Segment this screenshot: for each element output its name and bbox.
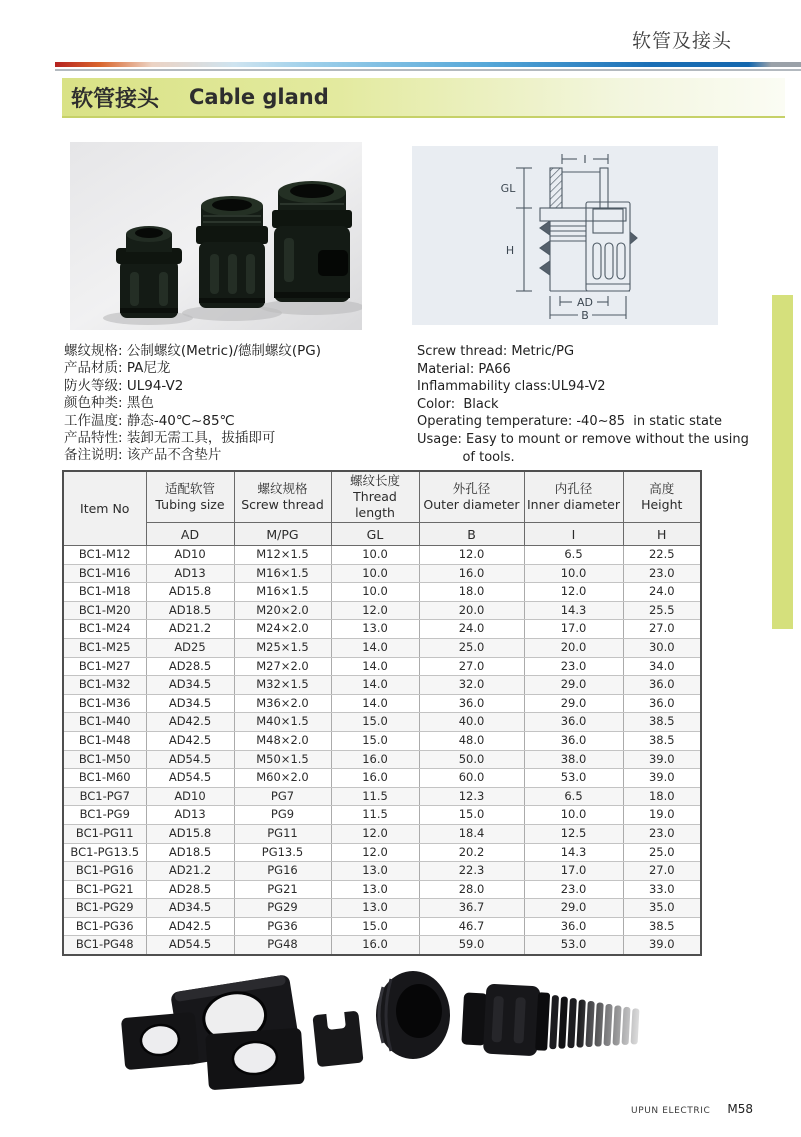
product-photo: [70, 142, 362, 330]
value-cell: 12.3: [419, 787, 524, 806]
table-row: [63, 880, 701, 899]
cable-gland-large: [272, 181, 352, 302]
value-cell: PG48: [234, 936, 331, 955]
column-label-en: Screw thread: [241, 497, 324, 512]
value-cell: AD34.5: [146, 899, 234, 918]
value-cell: 15.0: [331, 731, 419, 750]
column-symbol: M/PG: [234, 523, 331, 546]
value-cell: 25.5: [623, 601, 701, 620]
table-row: [63, 657, 701, 676]
spec-line: 产品特性: 装卸无需工具，拔插即可: [64, 430, 276, 447]
value-cell: AD34.5: [146, 676, 234, 695]
spec-line: 备注说明: 该产品不含垫片: [64, 447, 222, 464]
value-cell: M16×1.5: [234, 564, 331, 583]
specs-chinese: [64, 343, 321, 465]
column-label-cn: 高度: [649, 481, 675, 496]
value-cell: 14.0: [331, 657, 419, 676]
value-cell: 16.0: [331, 750, 419, 769]
footer: [631, 1102, 753, 1116]
value-cell: AD10: [146, 546, 234, 565]
table-row: [63, 731, 701, 750]
spec-line: 颜色种类: 黑色: [64, 395, 154, 412]
value-cell: 38.5: [623, 713, 701, 732]
value-cell: 22.3: [419, 862, 524, 881]
value-cell: 14.0: [331, 676, 419, 695]
value-cell: 40.0: [419, 713, 524, 732]
value-cell: PG21: [234, 880, 331, 899]
item-no-cell: BC1-PG16: [63, 862, 146, 881]
column-header: [524, 471, 623, 523]
value-cell: AD18.5: [146, 843, 234, 862]
spec-line: 工作温度: 静态-40℃~85℃: [64, 412, 235, 429]
value-cell: 36.7: [419, 899, 524, 918]
column-label-cn: 适配软管: [164, 481, 215, 496]
spec-line: Screw thread: Metric/PG: [417, 344, 575, 359]
product-photo-svg: [70, 142, 362, 330]
column-header: [419, 471, 524, 523]
column-symbol: AD: [146, 523, 234, 546]
value-cell: 12.0: [524, 583, 623, 602]
value-cell: PG16: [234, 862, 331, 881]
value-cell: AD13: [146, 806, 234, 825]
item-no-cell: BC1-M32: [63, 676, 146, 695]
section-title: 软管及接头: [631, 30, 732, 52]
value-cell: 22.5: [623, 546, 701, 565]
value-cell: AD21.2: [146, 620, 234, 639]
column-label-cn: 螺纹规格: [257, 481, 308, 496]
value-cell: AD18.5: [146, 601, 234, 620]
value-cell: AD15.8: [146, 583, 234, 602]
value-cell: 27.0: [419, 657, 524, 676]
value-cell: 32.0: [419, 676, 524, 695]
value-cell: M48×2.0: [234, 731, 331, 750]
value-cell: 29.0: [524, 694, 623, 713]
value-cell: 30.0: [623, 638, 701, 657]
item-no-cell: BC1-M20: [63, 601, 146, 620]
table-row: [63, 676, 701, 695]
value-cell: M27×2.0: [234, 657, 331, 676]
spec-line: of tools.: [417, 449, 515, 465]
item-no-cell: BC1-M36: [63, 694, 146, 713]
value-cell: 10.0: [331, 546, 419, 565]
table-row: [63, 546, 701, 565]
value-cell: 12.0: [331, 601, 419, 620]
value-cell: 25.0: [623, 843, 701, 862]
dimension-table: [62, 470, 702, 956]
table-row: [63, 750, 701, 769]
column-header: [146, 471, 234, 523]
value-cell: 13.0: [331, 880, 419, 899]
value-cell: 60.0: [419, 769, 524, 788]
value-cell: 38.5: [623, 731, 701, 750]
item-no-cell: BC1-PG36: [63, 917, 146, 936]
value-cell: 23.0: [524, 880, 623, 899]
value-cell: 15.0: [331, 713, 419, 732]
value-cell: 13.0: [331, 620, 419, 639]
specs-english: [417, 343, 749, 466]
value-cell: 13.0: [331, 862, 419, 881]
value-cell: 24.0: [623, 583, 701, 602]
clamp-small-left: [121, 1012, 199, 1070]
value-cell: 14.3: [524, 843, 623, 862]
value-cell: 50.0: [419, 750, 524, 769]
clamp-small-mid: [205, 1028, 305, 1091]
column-label-cn: 螺纹长度: [349, 473, 400, 488]
value-cell: AD42.5: [146, 731, 234, 750]
value-cell: M12×1.5: [234, 546, 331, 565]
value-cell: 46.7: [419, 917, 524, 936]
gland-closeup: [376, 971, 450, 1059]
item-no-cell: BC1-PG7: [63, 787, 146, 806]
spec-line: 产品材质: PA尼龙: [64, 360, 171, 377]
value-cell: 33.0: [623, 880, 701, 899]
value-cell: PG29: [234, 899, 331, 918]
value-cell: 19.0: [623, 806, 701, 825]
value-cell: M40×1.5: [234, 713, 331, 732]
table-row: [63, 862, 701, 881]
value-cell: AD15.8: [146, 824, 234, 843]
spec-line: Inflammability class:UL94-V2: [417, 379, 606, 395]
value-cell: 12.0: [419, 546, 524, 565]
value-cell: 18.0: [419, 583, 524, 602]
cable-gland-medium: [196, 196, 268, 308]
column-header: [623, 471, 701, 523]
value-cell: AD21.2: [146, 862, 234, 881]
value-cell: 27.0: [623, 620, 701, 639]
value-cell: AD10: [146, 787, 234, 806]
dim-label-gl: GL: [500, 182, 516, 195]
dim-label-h: H: [505, 244, 515, 257]
value-cell: 11.5: [331, 806, 419, 825]
tube-assembly: [459, 967, 645, 1092]
value-cell: 36.0: [524, 713, 623, 732]
item-no-cell: BC1-M18: [63, 583, 146, 602]
value-cell: PG7: [234, 787, 331, 806]
table-row: [63, 843, 701, 862]
spec-line: Operating temperature: -40~85 in static state: [417, 414, 723, 430]
value-cell: AD34.5: [146, 694, 234, 713]
spec-line: 防火等级: UL94-V2: [64, 377, 184, 394]
value-cell: PG9: [234, 806, 331, 825]
value-cell: 15.0: [419, 806, 524, 825]
item-no-cell: BC1-PG29: [63, 899, 146, 918]
value-cell: AD28.5: [146, 880, 234, 899]
table-row: [63, 787, 701, 806]
column-symbol: GL: [331, 523, 419, 546]
value-cell: PG13.5: [234, 843, 331, 862]
value-cell: 20.0: [524, 638, 623, 657]
value-cell: M16×1.5: [234, 583, 331, 602]
value-cell: 23.0: [623, 824, 701, 843]
item-no-cell: BC1-PG21: [63, 880, 146, 899]
value-cell: 6.5: [524, 546, 623, 565]
page-title-en: Cable gland: [189, 85, 329, 109]
value-cell: 10.0: [331, 564, 419, 583]
column-symbol: B: [419, 523, 524, 546]
value-cell: 15.0: [331, 917, 419, 936]
item-no-cell: BC1-M24: [63, 620, 146, 639]
value-cell: AD54.5: [146, 750, 234, 769]
value-cell: 39.0: [623, 769, 701, 788]
value-cell: 59.0: [419, 936, 524, 955]
page-number: M58: [727, 1102, 753, 1116]
dim-label-b: B: [581, 309, 589, 322]
dimension-diagram: [412, 146, 718, 325]
item-no-cell: BC1-PG11: [63, 824, 146, 843]
value-cell: 36.0: [623, 694, 701, 713]
column-header: [234, 471, 331, 523]
page-title-cn: 软管接头: [71, 86, 160, 112]
item-no-cell: BC1-PG13.5: [63, 843, 146, 862]
value-cell: M60×2.0: [234, 769, 331, 788]
table-row: [63, 694, 701, 713]
table-header: [63, 471, 701, 546]
value-cell: 34.0: [623, 657, 701, 676]
table-row: [63, 564, 701, 583]
value-cell: 17.0: [524, 862, 623, 881]
item-no-cell: BC1-M48: [63, 731, 146, 750]
page-title-bar: [62, 78, 785, 118]
value-cell: 24.0: [419, 620, 524, 639]
value-cell: M32×1.5: [234, 676, 331, 695]
value-cell: 36.0: [524, 731, 623, 750]
table-body: [63, 546, 701, 956]
column-symbol: H: [623, 523, 701, 546]
value-cell: 10.0: [524, 564, 623, 583]
value-cell: 18.4: [419, 824, 524, 843]
value-cell: 36.0: [419, 694, 524, 713]
table-row: [63, 824, 701, 843]
value-cell: 12.5: [524, 824, 623, 843]
value-cell: 6.5: [524, 787, 623, 806]
spec-line: Usage: Easy to mount or remove without the using: [417, 431, 749, 447]
table-row: [63, 899, 701, 918]
spec-line: Material: PA66: [417, 361, 511, 377]
column-symbol: I: [524, 523, 623, 546]
accessories-photo: [115, 953, 645, 1095]
value-cell: 39.0: [623, 936, 701, 955]
value-cell: 29.0: [524, 899, 623, 918]
value-cell: 14.0: [331, 694, 419, 713]
value-cell: AD25: [146, 638, 234, 657]
value-cell: 18.0: [623, 787, 701, 806]
column-label-cn: 内孔径: [554, 481, 593, 496]
value-cell: 13.0: [331, 899, 419, 918]
value-cell: 38.0: [524, 750, 623, 769]
table-row: [63, 806, 701, 825]
item-no-cell: BC1-PG48: [63, 936, 146, 955]
item-no-cell: BC1-M50: [63, 750, 146, 769]
dimension-diagram-svg: [412, 146, 718, 325]
table-row: [63, 620, 701, 639]
value-cell: AD28.5: [146, 657, 234, 676]
accessories-photo-svg: [115, 953, 645, 1095]
value-cell: 14.3: [524, 601, 623, 620]
value-cell: AD42.5: [146, 713, 234, 732]
value-cell: AD42.5: [146, 917, 234, 936]
value-cell: 16.0: [419, 564, 524, 583]
item-no-cell: BC1-M16: [63, 564, 146, 583]
value-cell: 14.0: [331, 638, 419, 657]
table-row: [63, 769, 701, 788]
table-row: [63, 601, 701, 620]
dim-label-ad: AD: [577, 296, 593, 309]
value-cell: M24×2.0: [234, 620, 331, 639]
column-label-en: Inner diameter: [527, 497, 620, 512]
value-cell: 11.5: [331, 787, 419, 806]
value-cell: 48.0: [419, 731, 524, 750]
item-no-cell: BC1-PG9: [63, 806, 146, 825]
value-cell: 20.2: [419, 843, 524, 862]
brand-name: UPUN ELECTRIC: [631, 1106, 711, 1116]
column-label-en: Outer diameter: [423, 497, 520, 512]
value-cell: PG11: [234, 824, 331, 843]
column-label-en: Thread length: [353, 489, 397, 520]
value-cell: 29.0: [524, 676, 623, 695]
side-tab: [772, 295, 793, 629]
item-no-cell: BC1-M27: [63, 657, 146, 676]
value-cell: M50×1.5: [234, 750, 331, 769]
header-rule-shadow: [55, 69, 801, 71]
value-cell: 12.0: [331, 843, 419, 862]
column-label-en: Height: [641, 497, 683, 512]
value-cell: 39.0: [623, 750, 701, 769]
value-cell: 25.0: [419, 638, 524, 657]
column-header: [331, 471, 419, 523]
value-cell: 12.0: [331, 824, 419, 843]
table-row: [63, 583, 701, 602]
value-cell: 36.0: [524, 917, 623, 936]
value-cell: AD54.5: [146, 936, 234, 955]
item-no-cell: BC1-M60: [63, 769, 146, 788]
value-cell: 35.0: [623, 899, 701, 918]
table-row: [63, 638, 701, 657]
value-cell: 38.5: [623, 917, 701, 936]
value-cell: 27.0: [623, 862, 701, 881]
value-cell: 20.0: [419, 601, 524, 620]
item-no-cell: BC1-M12: [63, 546, 146, 565]
value-cell: 17.0: [524, 620, 623, 639]
value-cell: 23.0: [524, 657, 623, 676]
value-cell: AD13: [146, 564, 234, 583]
value-cell: 28.0: [419, 880, 524, 899]
value-cell: 10.0: [524, 806, 623, 825]
spec-line: 螺纹规格: 公制螺纹(Metric)/德制螺纹(PG): [64, 343, 322, 359]
header-rule: [55, 62, 801, 67]
item-no-cell: BC1-M40: [63, 713, 146, 732]
value-cell: 23.0: [623, 564, 701, 583]
value-cell: AD54.5: [146, 769, 234, 788]
clamp-half: [312, 1003, 364, 1067]
value-cell: 10.0: [331, 583, 419, 602]
value-cell: 16.0: [331, 936, 419, 955]
column-label-en: Tubing size: [155, 497, 225, 512]
value-cell: M25×1.5: [234, 638, 331, 657]
column-label-cn: 外孔径: [452, 481, 491, 496]
item-no-header: Item No: [63, 471, 146, 546]
value-cell: 53.0: [524, 769, 623, 788]
value-cell: 16.0: [331, 769, 419, 788]
spec-line: Color: Black: [417, 396, 499, 412]
value-cell: PG36: [234, 917, 331, 936]
value-cell: M36×2.0: [234, 694, 331, 713]
value-cell: 36.0: [623, 676, 701, 695]
table-row: [63, 917, 701, 936]
value-cell: M20×2.0: [234, 601, 331, 620]
value-cell: 53.0: [524, 936, 623, 955]
table-row: [63, 713, 701, 732]
item-no-cell: BC1-M25: [63, 638, 146, 657]
dim-label-i: I: [583, 153, 587, 166]
